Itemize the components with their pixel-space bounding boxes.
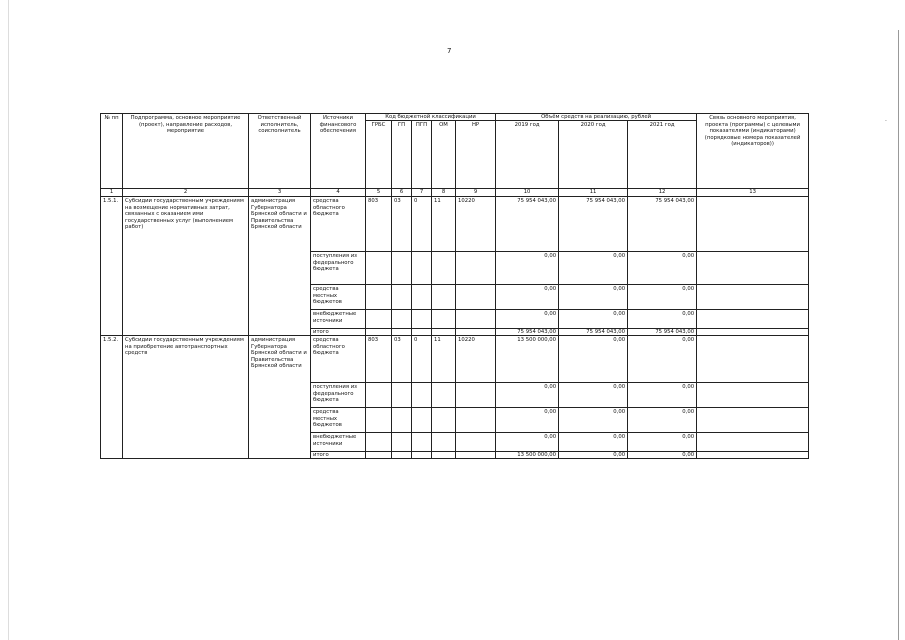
link-cell	[697, 197, 809, 252]
amount-y2021: 0,00	[628, 285, 697, 310]
col-number: 8	[432, 189, 456, 197]
code-empty	[392, 433, 412, 452]
col-number: 6	[392, 189, 412, 197]
code-om: 11	[432, 197, 456, 252]
header-num: № пп	[101, 114, 123, 189]
header-gp: ГП	[392, 121, 412, 189]
header-grbs: ГРБС	[366, 121, 392, 189]
code-empty	[432, 329, 456, 336]
code-pgp: 0	[412, 336, 432, 383]
code-empty	[432, 433, 456, 452]
amount-y2020: 0,00	[559, 336, 628, 383]
amount-y2020: 0,00	[559, 310, 628, 329]
amount-y2020: 0,00	[559, 383, 628, 408]
code-grbs: 803	[366, 336, 392, 383]
code-empty	[366, 285, 392, 310]
code-empty	[412, 408, 432, 433]
header-nr: НР	[456, 121, 496, 189]
funding-source: средства местных бюджетов	[311, 408, 366, 433]
header-pgp: ПГП	[412, 121, 432, 189]
code-nr: 10220	[456, 197, 496, 252]
code-empty	[432, 252, 456, 285]
amount-y2019: 0,00	[496, 310, 559, 329]
header-row-1	[101, 114, 809, 121]
funding-source: средства местных бюджетов	[311, 285, 366, 310]
code-empty	[392, 452, 412, 459]
funding-source: итого	[311, 452, 366, 459]
amount-y2019: 75 954 043,00	[496, 329, 559, 336]
header-subprogram: Подпрограмма, основное мероприятие (проект), направление расходов, мероприятие	[123, 114, 249, 189]
code-empty	[366, 310, 392, 329]
code-gp: 03	[392, 336, 412, 383]
header-executor: Ответственный исполнитель, соисполнитель	[249, 114, 311, 189]
amount-y2021: 0,00	[628, 452, 697, 459]
col-number: 13	[697, 189, 809, 197]
link-cell	[697, 383, 809, 408]
funding-source: внебюджетные источники	[311, 433, 366, 452]
link-cell	[697, 285, 809, 310]
code-empty	[456, 452, 496, 459]
scan-right-edge	[898, 30, 899, 640]
col-number: 2	[123, 189, 249, 197]
header-budget-code: Код бюджетной классификации	[366, 114, 496, 121]
code-empty	[366, 452, 392, 459]
col-number: 3	[249, 189, 311, 197]
code-empty	[456, 285, 496, 310]
amount-y2019: 0,00	[496, 408, 559, 433]
code-empty	[392, 408, 412, 433]
col-number: 7	[412, 189, 432, 197]
amount-y2021: 0,00	[628, 252, 697, 285]
col-number: 1	[101, 189, 123, 197]
code-grbs: 803	[366, 197, 392, 252]
column-numbers-row	[101, 189, 809, 197]
amount-y2021: 0,00	[628, 408, 697, 433]
col-number: 12	[628, 189, 697, 197]
header-2020: 2020 год	[559, 121, 628, 189]
code-empty	[392, 383, 412, 408]
code-empty	[392, 285, 412, 310]
header-volume: Объём средств на реализацию, рублей	[496, 114, 697, 121]
col-number: 5	[366, 189, 392, 197]
code-empty	[366, 408, 392, 433]
link-cell	[697, 252, 809, 285]
link-cell	[697, 336, 809, 383]
code-empty	[412, 383, 432, 408]
code-empty	[392, 329, 412, 336]
table-row	[101, 336, 809, 383]
code-gp: 03	[392, 197, 412, 252]
item-name: Субсидии государственным учреждениям на приобретение автотранспортных средств	[123, 336, 249, 459]
item-name: Субсидии государственным учреждениям на возмещение нормативных затрат, связанных с оказанием ими государственных услуг (выполнением работ)	[123, 197, 249, 336]
item-executor: администрация Губернатора Брянской области и Правительства Брянской области	[249, 197, 311, 336]
col-number: 9	[456, 189, 496, 197]
amount-y2021: 0,00	[628, 383, 697, 408]
header-source: Источники финансового обеспечения	[311, 114, 366, 189]
code-empty	[432, 452, 456, 459]
link-cell	[697, 433, 809, 452]
amount-y2019: 13 500 000,00	[496, 452, 559, 459]
header-2021: 2021 год	[628, 121, 697, 189]
col-number: 11	[559, 189, 628, 197]
code-empty	[366, 433, 392, 452]
link-cell	[697, 329, 809, 336]
amount-y2020: 75 954 043,00	[559, 197, 628, 252]
funding-source: итого	[311, 329, 366, 336]
header-link: Связь основного мероприятия, проекта (программы) с целевыми показателями (индикаторами) (порядковые номера показателей (индикаторов))	[697, 114, 809, 189]
header-2019: 2019 год	[496, 121, 559, 189]
code-empty	[432, 285, 456, 310]
code-om: 11	[432, 336, 456, 383]
code-empty	[432, 383, 456, 408]
amount-y2020: 0,00	[559, 408, 628, 433]
page-number: 7	[447, 47, 452, 55]
code-empty	[456, 252, 496, 285]
code-empty	[412, 329, 432, 336]
code-empty	[412, 433, 432, 452]
code-empty	[456, 329, 496, 336]
code-empty	[392, 252, 412, 285]
code-empty	[432, 408, 456, 433]
amount-y2021: 75 954 043,00	[628, 197, 697, 252]
code-empty	[392, 310, 412, 329]
header-om: ОМ	[432, 121, 456, 189]
code-empty	[366, 252, 392, 285]
code-empty	[456, 310, 496, 329]
amount-y2019: 0,00	[496, 285, 559, 310]
amount-y2021: 0,00	[628, 310, 697, 329]
amount-y2019: 0,00	[496, 383, 559, 408]
code-empty	[412, 285, 432, 310]
code-pgp: 0	[412, 197, 432, 252]
amount-y2019: 75 954 043,00	[496, 197, 559, 252]
amount-y2021: 0,00	[628, 433, 697, 452]
col-number: 10	[496, 189, 559, 197]
code-empty	[412, 252, 432, 285]
item-number: 1.5.2.	[101, 336, 123, 459]
side-mark: -	[885, 118, 887, 124]
funding-source: средства областного бюджета	[311, 197, 366, 252]
item-executor: администрация Губернатора Брянской области и Правительства Брянской области	[249, 336, 311, 459]
link-cell	[697, 452, 809, 459]
amount-y2020: 0,00	[559, 285, 628, 310]
code-empty	[366, 329, 392, 336]
code-empty	[412, 452, 432, 459]
col-number: 4	[311, 189, 366, 197]
link-cell	[697, 408, 809, 433]
amount-y2020: 75 954 043,00	[559, 329, 628, 336]
funding-source: поступления из федерального бюджета	[311, 252, 366, 285]
amount-y2019: 0,00	[496, 252, 559, 285]
funding-source: поступления из федерального бюджета	[311, 383, 366, 408]
budget-table	[100, 113, 809, 459]
link-cell	[697, 310, 809, 329]
amount-y2021: 75 954 043,00	[628, 329, 697, 336]
amount-y2019: 13 500 000,00	[496, 336, 559, 383]
amount-y2021: 0,00	[628, 336, 697, 383]
amount-y2020: 0,00	[559, 252, 628, 285]
code-empty	[412, 310, 432, 329]
code-empty	[432, 310, 456, 329]
amount-y2019: 0,00	[496, 433, 559, 452]
funding-source: средства областного бюджета	[311, 336, 366, 383]
code-empty	[366, 383, 392, 408]
code-empty	[456, 433, 496, 452]
code-nr: 10220	[456, 336, 496, 383]
table-row	[101, 197, 809, 252]
item-number: 1.5.1.	[101, 197, 123, 336]
funding-source: внебюджетные источники	[311, 310, 366, 329]
amount-y2020: 0,00	[559, 452, 628, 459]
code-empty	[456, 408, 496, 433]
scan-left-edge	[8, 0, 9, 640]
amount-y2020: 0,00	[559, 433, 628, 452]
code-empty	[456, 383, 496, 408]
